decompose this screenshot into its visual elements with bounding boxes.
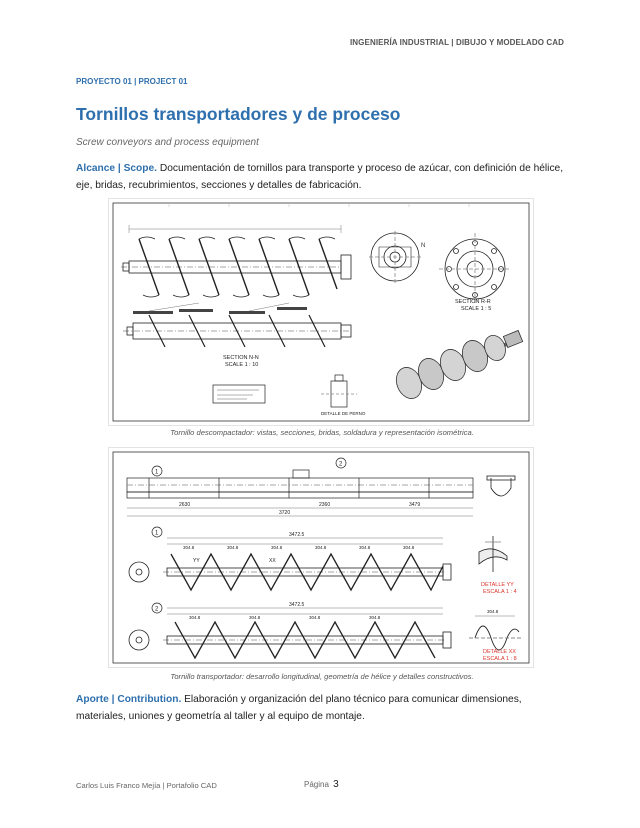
detail-box-label: DETALLE DE PERNO — [321, 411, 366, 416]
pitch-6: 304.8 — [403, 545, 415, 550]
scope-paragraph — [76, 160, 568, 194]
dim-total: 3720 — [279, 510, 291, 516]
detail-yy-drawing — [479, 536, 507, 572]
dim-top-3: 3479 — [409, 502, 421, 508]
figure-descompactador-drawing — [108, 198, 534, 426]
balloon-1-mid-label: 1 — [155, 530, 159, 537]
end-view-circle-top — [369, 231, 421, 283]
flange-view-rr — [439, 233, 511, 305]
view-yy-mark: YY — [193, 558, 200, 564]
section-rr-label: SECTION R-R — [455, 299, 491, 305]
detail-box — [213, 385, 265, 403]
figure1-caption: Tornillo descompactador: vistas, secciones, bridas, soldadura y representación isométrica. — [170, 428, 474, 437]
figure-transportador-drawing — [108, 447, 534, 668]
transportador-drawing-svg — [109, 448, 533, 667]
pitch-1: 304.8 — [183, 545, 195, 550]
contribution-lead: Aporte | Contribution. — [76, 694, 182, 705]
page-subtitle: Screw conveyors and process equipment — [76, 137, 259, 148]
page-title: Tornillos transportadores y de proceso — [76, 104, 401, 124]
pitch-9: 304.8 — [309, 615, 321, 620]
detail-xx-label: DETALLE XX — [483, 649, 516, 655]
trough-plan-view — [127, 470, 473, 498]
pitch-5: 304.8 — [359, 545, 371, 550]
balloon-2-top-label: 2 — [339, 461, 343, 468]
detail-xx-dim: 304.8 — [487, 609, 499, 614]
pitch-4: 304.8 — [315, 545, 327, 550]
section-nn-view — [123, 315, 351, 347]
pitch-2: 304.8 — [227, 545, 239, 550]
scope-lead: Alcance | Scope. — [76, 163, 157, 174]
dim-mid-2: 3472.5 — [289, 602, 305, 608]
section-nn-label: SECTION N-N — [223, 355, 259, 361]
contribution-text: Elaboración y organización del plano técnico para comunicar dimensiones, materiales, uniones y geometría al taller y al equipo de montaje. — [76, 694, 522, 722]
screw-2-side-view — [129, 622, 451, 658]
scope-text: Documentación de tornillos para transporte y proceso de azúcar, con definición de hélice, eje, bridas, recubrimientos, secciones y detalles de fabricación. — [76, 163, 564, 191]
project-kicker: PROYECTO 01 | PROJECT 01 — [76, 77, 188, 86]
footer-page-number: 3 — [333, 779, 339, 790]
detail-yy-scale: ESCALA 1 : 4 — [483, 589, 517, 595]
figure2-caption: Tornillo transportador: desarrollo longitudinal, geometría de hélice y detalles constructivos. — [170, 672, 474, 681]
pitch-8: 304.8 — [249, 615, 261, 620]
detail-yy-label: DETALLE YY — [481, 582, 514, 588]
detail-xx-scale: ESCALA 1 : 8 — [483, 656, 517, 662]
footer-author: Carlos Luis Franco Mejía | Portafolio CAD — [76, 781, 217, 790]
descompactador-drawing-svg — [109, 199, 533, 425]
contribution-paragraph — [76, 691, 568, 725]
dim-top-2: 2360 — [319, 502, 331, 508]
isometric-screw — [392, 330, 523, 402]
detail-xx-drawing — [469, 616, 523, 650]
balloon-1-top-label: 1 — [155, 469, 159, 476]
pitch-10: 304.8 — [369, 615, 381, 620]
running-header: INGENIERÍA INDUSTRIAL | DIBUJO Y MODELADO CAD — [349, 38, 564, 47]
footer-page — [304, 779, 339, 790]
footer-page-label: Página — [304, 780, 329, 789]
dim-mid-1: 3472.5 — [289, 532, 305, 538]
pitch-3: 304.8 — [271, 545, 283, 550]
section-rr-scale: SCALE 1 : 5 — [461, 306, 492, 312]
view-xx-mark: XX — [269, 558, 276, 564]
section-mark-n: N — [421, 243, 426, 249]
bolt-detail — [321, 375, 357, 407]
dim-top-1: 2630 — [179, 502, 191, 508]
helix-elevation-view — [121, 237, 351, 297]
screw-1-side-view — [129, 554, 451, 590]
section-nn-scale: SCALE 1 : 10 — [225, 362, 259, 368]
trough-end-view — [487, 476, 515, 496]
balloon-2-bottom-label: 2 — [155, 606, 159, 613]
pitch-7: 304.8 — [189, 615, 201, 620]
